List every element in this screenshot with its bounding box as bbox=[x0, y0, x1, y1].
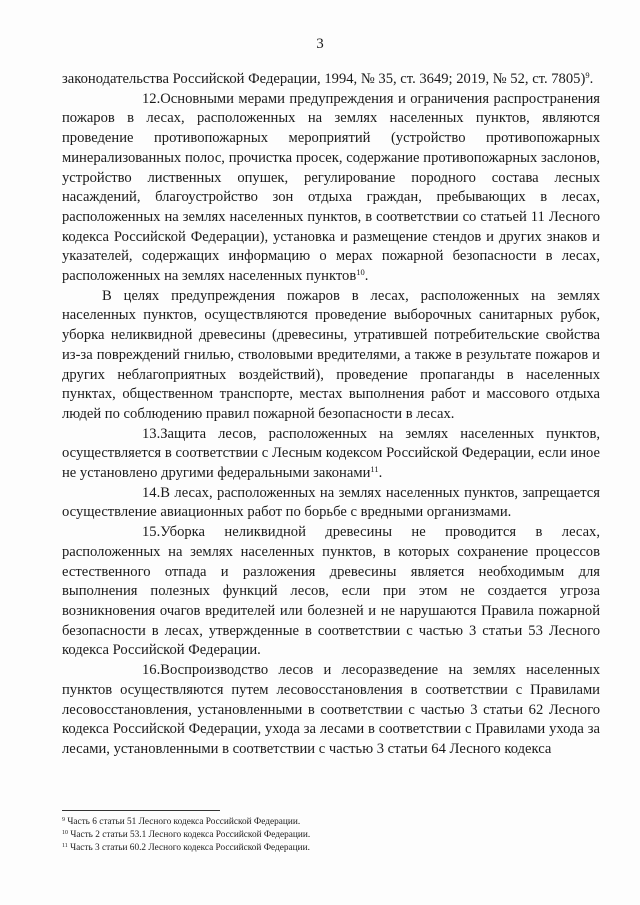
paragraph-12-second bbox=[62, 287, 600, 425]
paragraph-text: В целях предупреждения пожаров в лесах, расположенных на землях населенных пунктов, осуществляются проведение выборочных санитарных рубок, уборка неликвидной древесины (древесины, утратившей потребительские свойства из-за повреждений гнилью, стволовыми вредителями, а также в результате пожаров и других неблагоприятных воздействий), проведение пропаганды в населенных пунктах, общественном транспорте, местах выполнения работ и массового отдыха людей по соблюдению правил пожарной безопасности в лесах. bbox=[62, 287, 600, 422]
paragraph-16 bbox=[62, 661, 600, 760]
paragraph-text: законодательства Российской Федерации, 1994, № 35, ст. 3649; 2019, № 52, ст. 7805) bbox=[62, 71, 586, 87]
footnote-text: Часть 6 статьи 51 Лесного кодекса Российской Федерации. bbox=[67, 817, 301, 827]
footnote-item bbox=[62, 829, 600, 842]
body-text bbox=[62, 70, 600, 760]
paragraph-number: 12. bbox=[142, 90, 161, 107]
footnote-item bbox=[62, 842, 600, 855]
page-number: 3 bbox=[316, 36, 324, 52]
footnote-ref: 11 bbox=[370, 464, 379, 475]
paragraph-14 bbox=[62, 484, 600, 523]
footnotes bbox=[62, 816, 600, 855]
paragraph-text: Основными мерами предупреждения и ограничения распространения пожаров в лесах, расположенных на землях населенных пунктов, являются проведение противопожарных мероприятий (устройство противопожарных минерализованных полос, прочистка просек, содержание противопожарных заслонов, устройство лиственных опушек, регулирование породного состава лесных насаждений, благоустройство зон отдыха граждан, пребывающих в лесах, расположенных на землях населенных пунктов, в соответствии со статьей 11 Лесного кодекса Российской Федерации), установка и размещение стендов и других знаков и указателей, содержащих информацию о мерах пожарной безопасности в лесах, расположенных на землях населенных пунктов bbox=[62, 90, 600, 285]
footnote-text: Часть 3 статьи 60.2 Лесного кодекса Российской Федерации. bbox=[70, 843, 310, 853]
paragraph-number: 16. bbox=[142, 662, 161, 679]
footnote-text: Часть 2 статьи 53.1 Лесного кодекса Российской Федерации. bbox=[70, 830, 311, 840]
paragraph-text: Уборка неликвидной древесины не проводится в лесах, расположенных на землях населенных пунктов, в которых сохранение процессов естественного отпада и разложения древесины является необходимым для выполнения полезных функций лесов, если при этом не создается угроза возникновения очагов вредителей или болезней и не нарушаются Правила пожарной безопасности в лесах, утвержденные в соответствии с частью 3 статьи 53 Лесного кодекса Российской Федерации. bbox=[62, 524, 600, 659]
paragraph-text: Защита лесов, расположенных на землях населенных пунктов, осуществляется в соответствии с Лесным кодексом Российской Федерации, если иное не установлено другими федеральными законами bbox=[62, 425, 600, 482]
footnote-mark: 9 bbox=[62, 817, 65, 823]
paragraph-tail: . bbox=[589, 71, 594, 87]
paragraph-number: 15. bbox=[142, 524, 161, 541]
paragraph-continuation bbox=[62, 70, 600, 90]
paragraph-text: В лесах, расположенных на землях населенных пунктов, запрещается осуществление авиационных работ по борьбе с вредными организмами. bbox=[62, 484, 600, 521]
footnote-mark: 10 bbox=[62, 830, 68, 836]
footnote-mark: 11 bbox=[62, 843, 68, 849]
footnote-divider bbox=[62, 810, 220, 811]
paragraph-15 bbox=[62, 523, 600, 661]
footnote-ref: 9 bbox=[585, 70, 590, 80]
paragraph-number: 14. bbox=[142, 484, 161, 501]
paragraph-text: Воспроизводство лесов и лесоразведение на землях населенных пунктов осуществляются путем лесовосстановления в соответствии с Правилами лесовосстановления, установленными в соответствии с частью 3 статьи 62 Лесного кодекса Российской Федерации, ухода за лесами в соответствии с Правилами ухода за лесами, установленными в соответствии с частью 3 статьи 64 Лесного кодекса bbox=[62, 662, 600, 757]
paragraph-number: 13. bbox=[142, 425, 161, 442]
paragraph-12 bbox=[62, 90, 600, 287]
paragraph-tail: . bbox=[364, 268, 369, 285]
footnote-ref: 10 bbox=[356, 267, 365, 278]
footnote-item bbox=[62, 816, 600, 829]
paragraph-tail: . bbox=[378, 465, 383, 482]
paragraph-13 bbox=[62, 425, 600, 484]
